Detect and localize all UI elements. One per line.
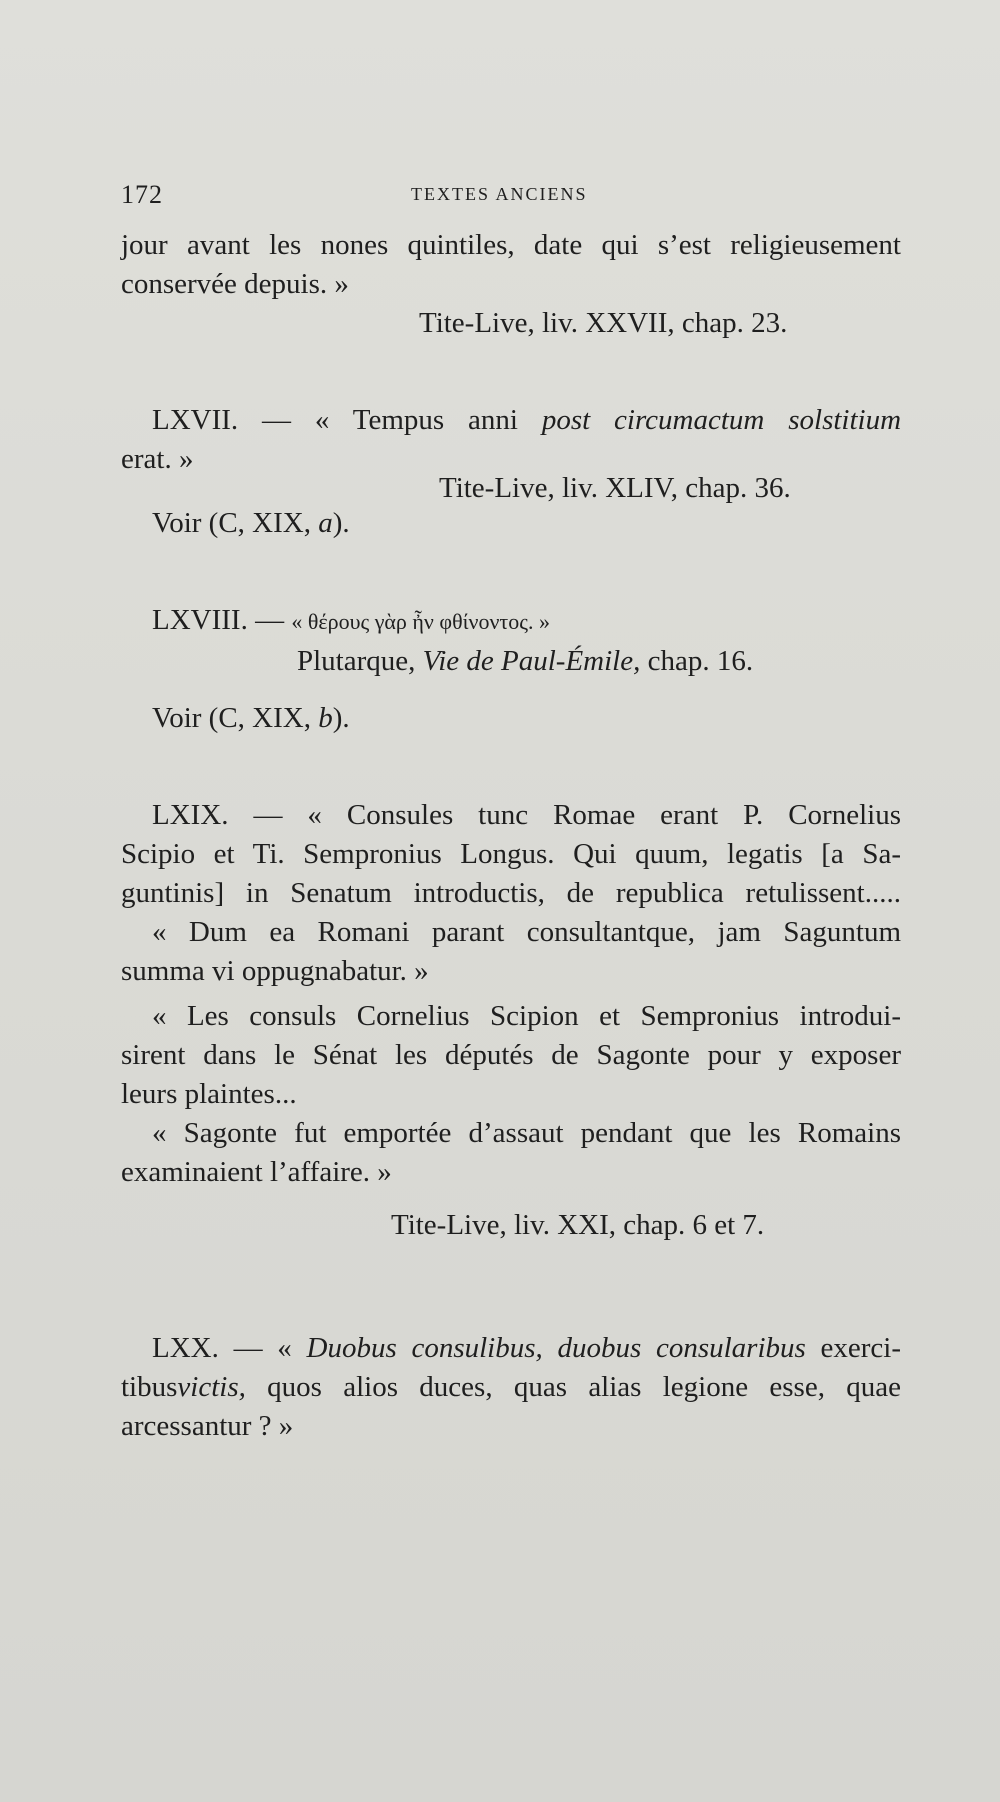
page-body	[121, 226, 901, 1446]
voir-text: Voir (C, XIX,	[152, 702, 311, 734]
text-line: « Les consuls Cornelius Scipion et Sempronius introdui-	[152, 1000, 901, 1032]
latin-text: tibus	[121, 1371, 178, 1403]
citation: Tite-Live, liv. XXI, chap. 6 et 7.	[391, 1209, 765, 1241]
page-header	[121, 180, 879, 214]
greek-text: « θέρους γὰρ ἦν φθίνοντος. »	[291, 609, 550, 634]
running-title: TEXTES ANCIENS	[411, 184, 588, 204]
dash: — «	[262, 404, 330, 436]
voir-italic: b	[318, 702, 333, 734]
page-number: 172	[121, 180, 163, 209]
text-line: examinaient l’affaire. »	[121, 1156, 392, 1188]
voir-suffix: ).	[332, 507, 350, 539]
voir-italic: a	[318, 507, 333, 539]
text-line: « Dum ea Romani parant consultantque, jam Saguntum	[152, 916, 901, 948]
entry-number: LXVII.	[152, 404, 239, 436]
citation: Tite-Live, liv. XXVII, chap. 23.	[419, 307, 788, 339]
latin-italic: victis,	[177, 1371, 246, 1403]
latin-italic: Duobus consulibus, duobus consularibus	[306, 1332, 806, 1364]
citation	[121, 642, 901, 681]
latin-text: exerci-	[820, 1332, 902, 1364]
entry-number: LXVIII.	[152, 604, 248, 636]
text-line: conservée depuis. »	[121, 268, 349, 300]
dash: —	[255, 604, 285, 636]
dash: — «	[233, 1332, 292, 1364]
citation: Tite-Live, liv. XLIV, chap. 36.	[439, 472, 791, 504]
text-line: Scipio et Ti. Sempronius Longus. Qui quum, legatis [a Sa-	[121, 838, 901, 870]
text-line: « Sagonte fut emportée d’assaut pendant que les Romains	[152, 1117, 901, 1149]
voir-reference	[121, 504, 901, 543]
voir-reference	[121, 699, 901, 738]
latin-text: quos alios duces, quas alias legione esse, quae	[267, 1371, 901, 1403]
latin-italic: post circumactum solstitium	[541, 404, 902, 436]
voir-suffix: ).	[332, 702, 350, 734]
entry-number: LXX.	[152, 1332, 219, 1364]
text-line: summa vi oppugnabatur. »	[121, 955, 429, 987]
text-line: sirent dans le Sénat les députés de Sagonte pour y exposer	[121, 1039, 901, 1071]
entry-lxx-line	[121, 1329, 901, 1368]
text-line: erat. »	[121, 443, 194, 475]
citation-chapter: chap. 16.	[647, 645, 754, 677]
voir-text: Voir (C, XIX,	[152, 507, 311, 539]
text-line	[121, 1368, 901, 1407]
entry-lxvii-line	[121, 401, 901, 440]
citation-author: Plutarque,	[297, 645, 416, 677]
citation-work: Vie de Paul-Émile,	[422, 645, 641, 677]
text-line: arcessantur ? »	[121, 1410, 294, 1442]
entry-lxviii-line	[121, 601, 901, 640]
text-line: leurs plaintes...	[121, 1078, 297, 1110]
text-line: LXIX. — « Consules tunc Romae erant P. Cornelius	[152, 799, 901, 831]
latin-text: Tempus anni	[352, 404, 518, 436]
text-line: guntinis] in Senatum introductis, de republica retulissent.....	[121, 877, 901, 909]
text-line: jour avant les nones quintiles, date qui s’est religieusement	[121, 229, 901, 261]
